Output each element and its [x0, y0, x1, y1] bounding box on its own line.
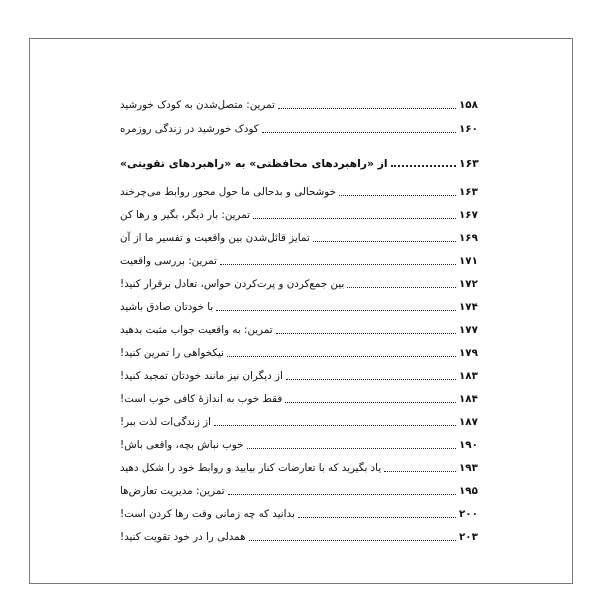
- toc-entry: [118, 434, 481, 452]
- toc-entry-title: بدانید که چه زمانی وقت رها کردن است!: [120, 508, 295, 520]
- toc-entry-page: ۱۷۲: [459, 278, 478, 290]
- toc-entry: [118, 342, 481, 360]
- dot-leader: [216, 310, 456, 311]
- toc-entry-page: ۱۹۳: [459, 462, 478, 474]
- toc-entry-page: ۱۸۳: [459, 370, 478, 382]
- toc-entry-title: فقط خوب به اندازهٔ کافی خوب است!: [120, 393, 283, 405]
- toc-entry-page: ۱۷۷: [459, 324, 478, 336]
- toc-chapter-page: ۱۶۳: [459, 157, 479, 170]
- dot-leader: [339, 195, 456, 196]
- toc-entry-title: تمرین: مدیریت تعارض‌ها: [120, 485, 225, 497]
- toc-entry: [118, 273, 481, 291]
- toc-entry-page: ۱۶۹: [459, 232, 478, 244]
- toc-entry-page: ۱۹۵: [459, 485, 478, 497]
- toc-entry-title: با خودتان صادق باشید: [120, 301, 214, 313]
- toc-entry-page: ۱۶۳: [459, 186, 478, 198]
- dot-leader: [285, 402, 456, 403]
- toc-entry: [118, 503, 481, 521]
- toc-entry: [118, 388, 481, 406]
- toc-entry: [118, 181, 481, 199]
- toc-entry-title: نیکخواهی را تمرین کنید!: [120, 347, 225, 359]
- dot-leader: [276, 333, 456, 334]
- dot-leader: [253, 218, 456, 219]
- toc-entry-title: تمایز قائل‌شدن بین واقعیت و تفسیر ما از آن: [120, 232, 310, 244]
- dot-leader: [313, 241, 456, 242]
- toc-entry-page: ۱۷۴: [459, 301, 478, 313]
- toc-entry-page: ۱۵۸: [459, 99, 478, 111]
- toc-chapter-title: از «راهبردهای محافظتی» به «راهبردهای تقویتی»: [120, 157, 388, 170]
- dot-leader: [384, 471, 456, 472]
- toc-entry: [118, 480, 481, 498]
- toc-entry-title: خوشحالی و بدحالی ما حول محور روابط می‌چرخند: [120, 186, 336, 198]
- toc-entry: [118, 204, 481, 222]
- dot-leader: [220, 264, 456, 265]
- toc-entry: [118, 94, 481, 112]
- toc-entry-page: ۱۷۹: [459, 347, 478, 359]
- toc-entry: [118, 227, 481, 245]
- dot-leader: [262, 132, 456, 133]
- toc-entry-title: از زندگی‌ات لذت ببر!: [120, 416, 211, 428]
- dot-leader: [228, 494, 456, 495]
- toc-entry-page: ۲۰۳: [459, 531, 478, 543]
- toc-entry: [118, 411, 481, 429]
- toc-entry-page: ۱۷۱: [459, 255, 478, 267]
- dot-leader: [286, 379, 456, 380]
- toc-entry-page: ۱۶۰: [459, 123, 478, 135]
- dot-leader: [247, 448, 456, 449]
- dot-leader: [347, 287, 456, 288]
- toc-entry-title: بین جمع‌کردن و پرت‌کردن حواس، تعادل برقرار کنید!: [120, 278, 345, 290]
- dot-leader: [214, 425, 456, 426]
- dot-leader: [227, 356, 456, 357]
- toc-entry-title: از دیگران نیز مانند خودتان تمجید کنید!: [120, 370, 283, 382]
- toc-entry: [118, 365, 481, 383]
- toc-entry-page: ۲۰۰: [459, 508, 478, 520]
- dot-leader: [278, 108, 456, 109]
- dot-leader: [249, 540, 456, 541]
- toc-entry-title: تمرین: بررسی واقعیت: [120, 255, 217, 267]
- dot-leader: [391, 165, 456, 167]
- toc-entry-title: کودک خورشید در زندگی روزمره: [120, 123, 259, 135]
- toc-entry-title: خوب نباش بچه، واقعی باش!: [120, 439, 244, 451]
- toc-chapter-heading: [118, 152, 481, 170]
- toc-entry: [118, 319, 481, 337]
- toc-entry-title: تمرین: بار دیگر، بگیر و رها کن: [120, 209, 251, 221]
- dot-leader: [298, 517, 456, 518]
- toc-entry: [118, 250, 481, 268]
- toc-entry-title: یاد بگیرید که با تعارضات کنار بیایید و روابط خود را شکل دهید: [120, 462, 382, 474]
- toc-entry-title: تمرین: متصل‌شدن به کودک خورشید: [120, 99, 275, 111]
- toc-entry-page: ۱۶۷: [459, 209, 478, 221]
- toc-entry: [118, 457, 481, 475]
- toc-entry-page: ۱۸۴: [459, 393, 478, 405]
- toc-entry: [118, 296, 481, 314]
- toc-entry: [118, 118, 481, 136]
- toc-entry: [118, 526, 481, 544]
- toc-entry-title: تمرین: به واقعیت جواب مثبت بدهید: [120, 324, 273, 336]
- toc-entry-page: ۱۸۷: [459, 416, 478, 428]
- toc-entry-title: همدلی را در خود تقویت کنید!: [120, 531, 246, 543]
- toc-entry-page: ۱۹۰: [459, 439, 478, 451]
